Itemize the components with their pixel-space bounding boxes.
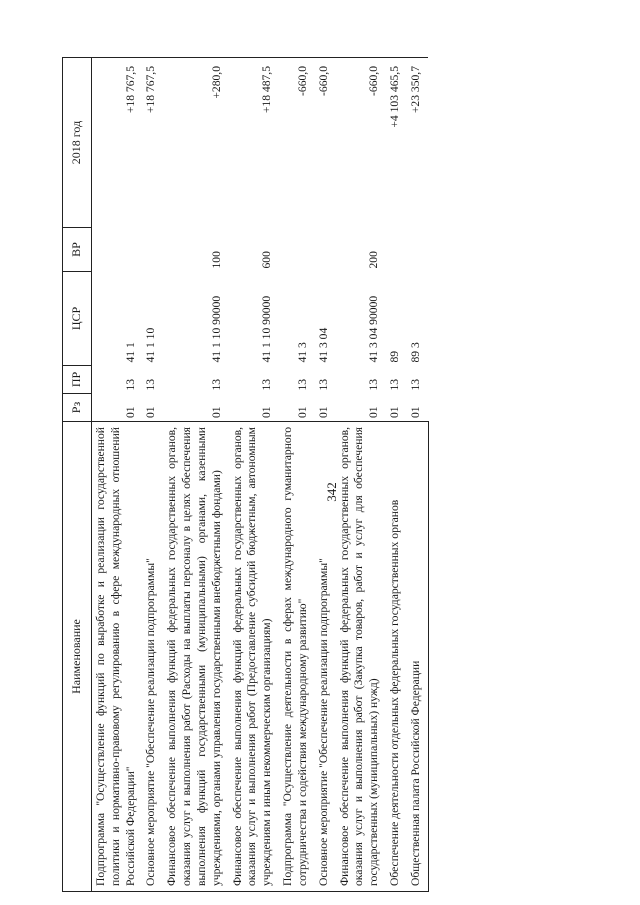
row-pr: 13 (316, 378, 330, 391)
row-rz: 01 (388, 406, 402, 418)
table-row (336, 58, 386, 892)
table-row (315, 58, 336, 892)
row-rz: 01 (295, 406, 309, 418)
column-header-name: Наименование (63, 422, 92, 892)
row-name: Финансовое обеспечение выполнения функций федеральных государственных органов, оказания услуг и выполнения работ (Предоставление субсидий бюджетным, автономным учреждениям и иным некоммерческим организациям) (229, 422, 279, 892)
row-vr: 600 (260, 251, 274, 269)
row-name: Основное мероприятие "Обеспечение реализации подпрограммы" (142, 422, 163, 892)
row-amount: +4 103 465,5 (386, 58, 407, 228)
row-rz: 01 (123, 406, 137, 418)
rotated-budget-table-container (62, 58, 582, 892)
row-csr: 41 1 (123, 342, 137, 363)
row-csr: 41 1 10 90000 (209, 295, 223, 363)
row-pr: 13 (409, 378, 423, 391)
column-header-pr: ПР (63, 366, 92, 394)
row-csr: 41 1 10 90000 (260, 295, 274, 363)
row-vr (386, 228, 407, 272)
page-number: 342 (324, 482, 339, 502)
row-name: Финансовое обеспечение выполнения функций федеральных государственных органов, оказания услуг и выполнения работ (Закупка товаров, работ и услуг для обеспечения государственных (муниципальных) нужд) (336, 422, 386, 892)
row-pr: 13 (260, 378, 274, 391)
row-amount: -660,0 (315, 58, 336, 228)
column-header-rz: Рз (63, 394, 92, 422)
table-row (163, 58, 228, 892)
column-header-vr: ВР (63, 228, 92, 272)
column-header-csr: ЦСР (63, 272, 92, 366)
table-row (229, 58, 279, 892)
column-header-year: 2018 год (63, 58, 92, 228)
row-name: Общественная палата Российской Федерации (407, 422, 428, 892)
row-amount: -660,0 (279, 58, 315, 228)
row-csr: 41 3 04 (316, 327, 330, 363)
table-row (407, 58, 428, 892)
row-amount: +18 767,5 (142, 58, 163, 228)
row-amount: +18 487,5 (229, 58, 279, 228)
row-csr: 41 3 (295, 342, 309, 363)
table-row (142, 58, 163, 892)
row-amount: +18 767,5 (92, 58, 143, 228)
row-rz: 01 (260, 406, 274, 418)
row-name: Подпрограмма "Осуществление функций по выработке и реализации государственной политики и нормативно-правовому регулированию в сфере международных отношений Российской Федерации" (92, 422, 143, 892)
row-csr: 89 (388, 350, 402, 363)
table-row (92, 58, 143, 892)
row-csr: 41 1 10 (144, 327, 158, 363)
row-pr: 13 (209, 378, 223, 391)
row-name: Подпрограмма "Осуществление деятельности в сферах международного гуманитарного сотрудничества и содействия международному развитию" (279, 422, 315, 892)
row-pr: 13 (144, 378, 158, 391)
row-rz: 01 (209, 406, 223, 418)
row-amount: +23 350,7 (407, 58, 428, 228)
row-rz: 01 (409, 406, 423, 418)
row-pr: 13 (123, 378, 137, 391)
row-vr (92, 228, 143, 272)
table-row (279, 58, 315, 892)
row-pr: 13 (295, 378, 309, 391)
budget-table (62, 57, 429, 892)
row-vr (279, 228, 315, 272)
row-amount: +280,0 (163, 58, 228, 228)
row-csr: 89 3 (409, 342, 423, 363)
row-rz: 01 (367, 406, 381, 418)
table-header-row (63, 58, 92, 892)
row-name: Обеспечение деятельности отдельных федеральных государственных органов (386, 422, 407, 892)
row-rz: 01 (316, 406, 330, 418)
row-vr: 200 (367, 251, 381, 269)
row-vr (315, 228, 336, 272)
row-vr: 100 (209, 251, 223, 269)
row-vr (142, 228, 163, 272)
table-row (386, 58, 407, 892)
row-amount: -660,0 (336, 58, 386, 228)
row-name: Финансовое обеспечение выполнения функций федеральных государственных органов, оказания услуг и выполнения работ (Расходы на выплаты персоналу в целях обеспечения выполнения функций государственными (муниципальными) органами, казенными учреждениями, органами управления государственными внебюджетными фондами) (163, 422, 228, 892)
row-vr (407, 228, 428, 272)
row-pr: 13 (367, 378, 381, 391)
row-rz: 01 (144, 406, 158, 418)
row-csr: 41 3 04 90000 (367, 295, 381, 363)
row-pr: 13 (388, 378, 402, 391)
row-name: Основное мероприятие "Обеспечение реализации подпрограммы" (315, 422, 336, 892)
